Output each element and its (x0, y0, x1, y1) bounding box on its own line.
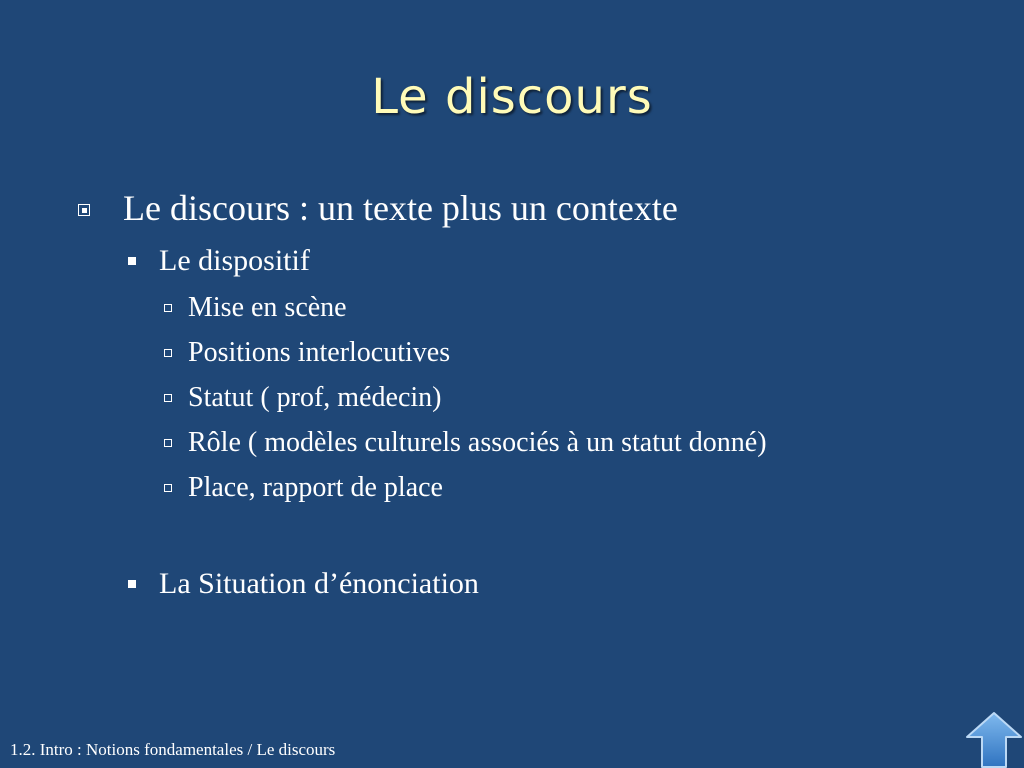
bullet-situation-text: La Situation d’énonciation (159, 567, 479, 600)
bullet-main-text: Le discours : un texte plus un contexte (123, 188, 678, 228)
footer-breadcrumb: 1.2. Intro : Notions fondamentales / Le discours (10, 740, 336, 759)
subbullet-text: Place, rapport de place (188, 472, 443, 503)
subbullet-item (164, 470, 443, 506)
subbullet-item (164, 425, 767, 461)
hollow-square-bullet-icon (164, 304, 172, 312)
subbullet-item (164, 290, 347, 326)
hollow-square-bullet-icon (164, 394, 172, 402)
hollow-square-bullet-icon (164, 439, 172, 447)
filled-square-bullet-icon (128, 580, 136, 588)
filled-square-bullet-icon (128, 257, 136, 265)
slide-title: Le discours (371, 69, 653, 125)
subbullet-text: Positions interlocutives (188, 337, 451, 368)
square-bullet-icon (78, 204, 90, 216)
nav-up-button[interactable] (964, 710, 1024, 768)
subbullet-item (164, 335, 450, 371)
bullet-situation (128, 565, 479, 603)
up-arrow-icon (964, 710, 1024, 768)
subbullet-text: Rôle ( modèles culturels associés à un statut donné) (188, 427, 767, 458)
subbullet-text: Mise en scène (188, 292, 347, 323)
hollow-square-bullet-icon (164, 349, 172, 357)
bullet-dispositif-text: Le dispositif (159, 244, 310, 277)
subbullet-item (164, 380, 441, 416)
bullet-main (78, 186, 678, 230)
hollow-square-bullet-icon (164, 484, 172, 492)
subbullet-text: Statut ( prof, médecin) (188, 382, 442, 413)
bullet-dispositif (128, 242, 310, 280)
